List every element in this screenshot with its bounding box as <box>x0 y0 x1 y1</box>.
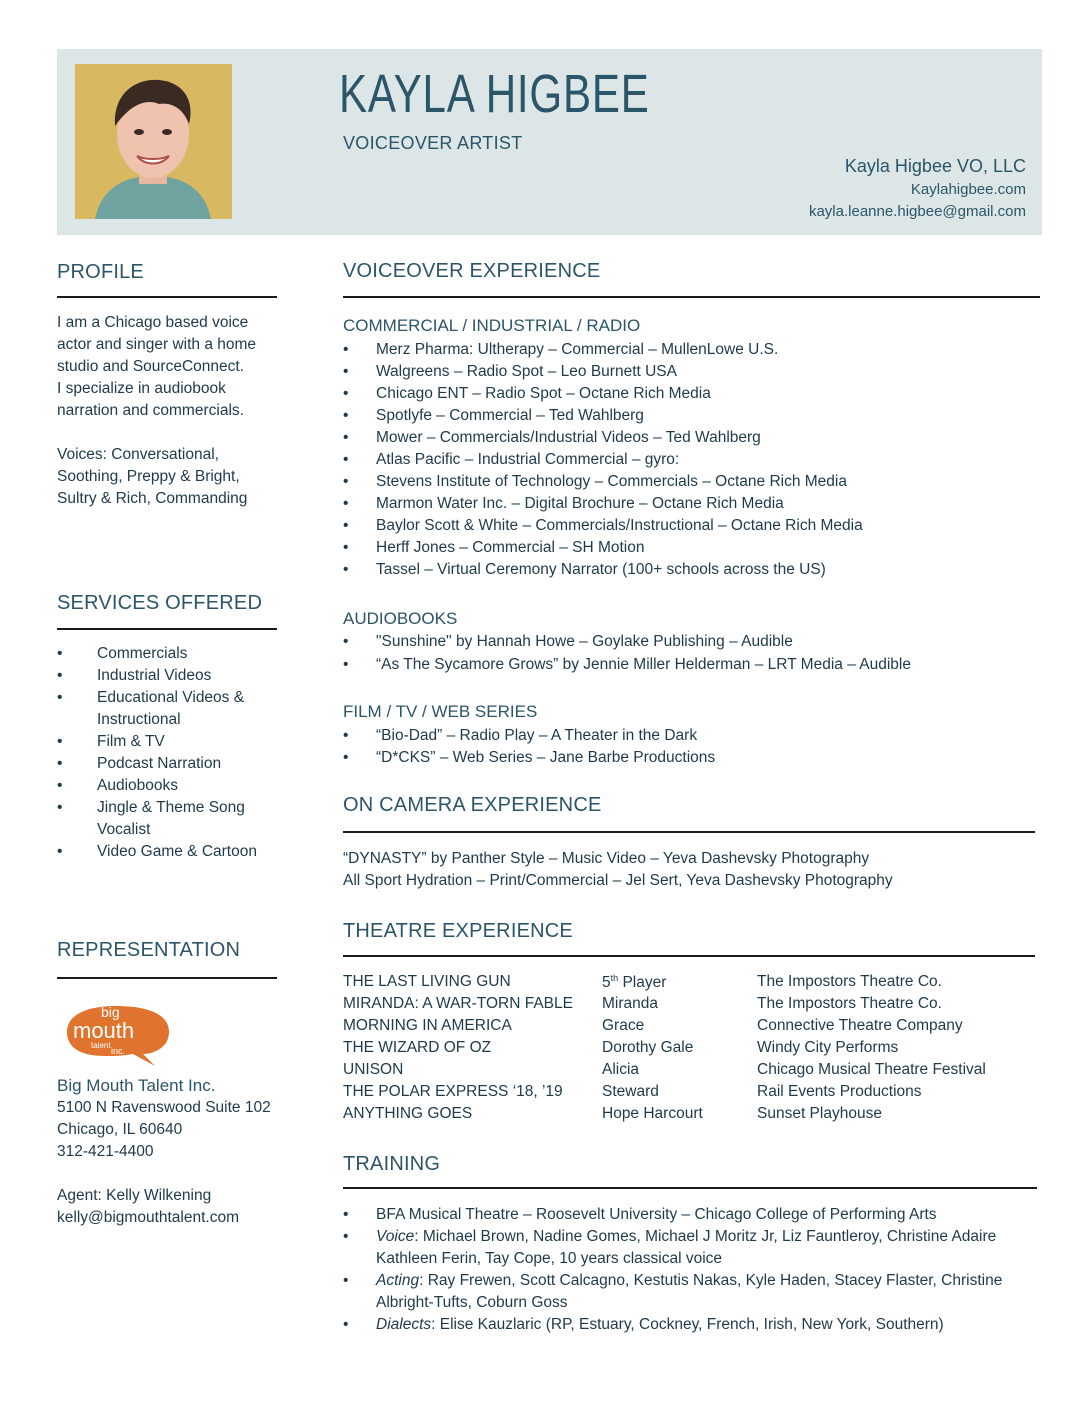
role-cell: Alicia <box>602 1061 640 1078</box>
list-item: • Stevens Institute of Technology – Commercials – Octane Rich Media <box>343 471 1033 493</box>
show-cell: MORNING IN AMERICA <box>343 1017 512 1034</box>
company-cell: Windy City Performs <box>757 1039 899 1056</box>
agency-address: 5100 N Ravenswood Suite 102 <box>57 1099 271 1116</box>
list-item: • Chicago ENT – Radio Spot – Octane Rich Media <box>343 383 1033 405</box>
list-item <box>343 1226 1043 1270</box>
audiobooks-subheading: AUDIOBOOKS <box>343 609 458 628</box>
agent-email[interactable]: kelly@bigmouthtalent.com <box>57 1209 240 1226</box>
role-number: 5 <box>602 974 611 992</box>
show-cell: MIRANDA: A WAR-TORN FABLE <box>343 995 573 1012</box>
list-item: • “As The Sycamore Grows” by Jennie Miller Helderman – LRT Media – Audible <box>343 654 1033 676</box>
list-item: • Video Game & Cartoon <box>57 841 287 863</box>
services-divider <box>57 628 277 630</box>
voiceover-divider <box>343 296 1040 298</box>
table-row <box>343 973 986 995</box>
profile-heading: PROFILE <box>57 261 144 283</box>
agency-name: Big Mouth Talent Inc. <box>57 1076 216 1095</box>
profile-line: actor and singer with a home <box>57 336 257 353</box>
voices-line: Voices: Conversational, <box>57 446 219 463</box>
representation-heading: REPRESENTATION <box>57 939 241 961</box>
table-row <box>343 1061 986 1083</box>
theatre-divider <box>343 955 1035 957</box>
company-cell: The Impostors Theatre Co. <box>757 995 942 1012</box>
on-camera-divider <box>343 831 1035 833</box>
role-cell: Steward <box>602 1083 659 1100</box>
list-item: • Film & TV <box>57 731 287 753</box>
profile-line: narration and commercials. <box>57 402 244 419</box>
film-list <box>343 725 1033 769</box>
table-row <box>343 995 986 1017</box>
logo-word: mouth <box>73 1018 135 1043</box>
list-item: All Sport Hydration – Print/Commercial – Jel Sert, Yeva Dashevsky Photography <box>343 872 893 889</box>
company-cell: Rail Events Productions <box>757 1083 922 1100</box>
list-item: • Merz Pharma: Ultherapy – Commercial – MullenLowe U.S. <box>343 339 1033 361</box>
training-list <box>343 1204 1043 1336</box>
table-row <box>343 1105 986 1127</box>
list-item: “DYNASTY” by Panther Style – Music Video – Yeva Dashevsky Photography <box>343 850 870 867</box>
table-row <box>343 1039 986 1061</box>
training-heading: TRAINING <box>343 1153 441 1175</box>
list-item: • “D*CKS” – Web Series – Jane Barbe Productions <box>343 747 1033 769</box>
list-item: • Podcast Narration <box>57 753 287 775</box>
commercial-list <box>343 339 1033 581</box>
table-row <box>343 1083 986 1105</box>
role-cell: Hope Harcourt <box>602 1105 703 1122</box>
portrait-image <box>75 64 232 219</box>
list-item: • Baylor Scott & White – Commercials/Instructional – Octane Rich Media <box>343 515 1033 537</box>
big-mouth-logo-image <box>57 996 177 1068</box>
theatre-table <box>343 973 986 1127</box>
website-link[interactable]: Kaylahigbee.com <box>910 181 1026 198</box>
profile-line: I specialize in audiobook <box>57 380 226 397</box>
show-cell: THE POLAR EXPRESS ‘18, ’19 <box>343 1083 563 1100</box>
services-heading: SERVICES OFFERED <box>57 592 263 614</box>
header-banner <box>57 49 1042 235</box>
list-item: • Herff Jones – Commercial – SH Motion <box>343 537 1033 559</box>
voices-line: Soothing, Preppy & Bright, <box>57 468 240 485</box>
page-title: KAYLA HIGBEE <box>339 64 650 124</box>
services-list <box>57 643 287 863</box>
role-cell: Dorothy Gale <box>602 1039 694 1056</box>
theatre-heading: THEATRE EXPERIENCE <box>343 920 573 942</box>
profile-text <box>57 312 256 510</box>
training-divider <box>343 1187 1037 1189</box>
on-camera-heading: ON CAMERA EXPERIENCE <box>343 794 602 816</box>
list-item: • Walgreens – Radio Spot – Leo Burnett USA <box>343 361 1033 383</box>
list-item: • Educational Videos & Instructional <box>57 687 272 731</box>
show-cell: UNISON <box>343 1061 404 1078</box>
training-text: : Ray Frewen, Scott Calcagno, Kestutis Nakas, Kyle Haden, Stacey Flaster, Christine Albright-Tufts, Coburn Goss <box>376 1272 1003 1311</box>
agency-city: Chicago, IL 60640 <box>57 1121 183 1138</box>
profile-line: studio and SourceConnect. <box>57 358 244 375</box>
audiobooks-list <box>343 631 1033 676</box>
representation-divider <box>57 977 277 979</box>
agency-logo <box>57 996 177 1068</box>
list-item <box>343 1270 1043 1314</box>
contact-block <box>809 153 1026 223</box>
logo-word: inc. <box>111 1046 126 1056</box>
logo-word: big <box>101 1004 120 1020</box>
role-suffix: th <box>610 973 619 983</box>
company-cell: Connective Theatre Company <box>757 1017 963 1034</box>
film-subheading: FILM / TV / WEB SERIES <box>343 702 538 721</box>
company-cell: The Impostors Theatre Co. <box>757 973 942 990</box>
company-cell: Sunset Playhouse <box>757 1105 882 1122</box>
role-cell: Miranda <box>602 995 658 1012</box>
profile-line: I am a Chicago based voice <box>57 314 249 331</box>
role-text: Player <box>618 974 667 992</box>
table-row <box>343 1017 986 1039</box>
list-item: • BFA Musical Theatre – Roosevelt University – Chicago College of Performing Arts <box>343 1204 1043 1226</box>
voices-line: Sultry & Rich, Commanding <box>57 490 248 507</box>
list-item: • "Sunshine" by Hannah Howe – Goylake Publishing – Audible <box>343 631 1033 653</box>
training-label: Voice <box>376 1228 415 1245</box>
list-item: • Tassel – Virtual Ceremony Narrator (100+ schools across the US) <box>343 559 1033 581</box>
agency-phone: 312-421-4400 <box>57 1143 154 1160</box>
role-cell <box>602 973 757 995</box>
show-cell: ANYTHING GOES <box>343 1105 473 1122</box>
job-title: VOICEOVER ARTIST <box>343 133 523 153</box>
training-label: Dialects <box>376 1316 432 1333</box>
voiceover-heading: VOICEOVER EXPERIENCE <box>343 260 601 282</box>
show-cell: THE WIZARD OF OZ <box>343 1039 492 1056</box>
commercial-subheading: COMMERCIAL / INDUSTRIAL / RADIO <box>343 316 641 335</box>
list-item: • Commercials <box>57 643 287 665</box>
show-cell: THE LAST LIVING GUN <box>343 973 511 990</box>
list-item <box>343 1314 1043 1336</box>
agent-name: Agent: Kelly Wilkening <box>57 1187 212 1204</box>
role-cell: Grace <box>602 1017 645 1034</box>
on-camera-list <box>343 848 1033 892</box>
agency-details <box>57 1075 271 1229</box>
training-text: : Michael Brown, Nadine Gomes, Michael J Moritz Jr, Liz Fauntleroy, Christine Adaire Kathleen Ferin, Tay Cope, 10 years classical voice <box>376 1228 997 1267</box>
training-label: Acting <box>376 1272 420 1289</box>
training-text: : Elise Kauzlaric (RP, Estuary, Cockney, French, Irish, New York, Southern) <box>431 1316 944 1333</box>
list-item: • Jingle & Theme Song Vocalist <box>57 797 272 841</box>
list-item: • Atlas Pacific – Industrial Commercial – gyro: <box>343 449 1033 471</box>
company-name: Kayla Higbee VO, LLC <box>844 156 1026 176</box>
list-item: • Marmon Water Inc. – Digital Brochure – Octane Rich Media <box>343 493 1033 515</box>
company-cell: Chicago Musical Theatre Festival <box>757 1061 986 1078</box>
profile-photo <box>75 64 232 219</box>
logo-word: talent <box>91 1041 111 1050</box>
list-item: • Audiobooks <box>57 775 287 797</box>
list-item: • Spotlyfe – Commercial – Ted Wahlberg <box>343 405 1033 427</box>
email-link[interactable]: kayla.leanne.higbee@gmail.com <box>808 203 1026 220</box>
list-item: • Mower – Commercials/Industrial Videos – Ted Wahlberg <box>343 427 1033 449</box>
list-item: • Industrial Videos <box>57 665 287 687</box>
list-item: • “Bio-Dad” – Radio Play – A Theater in the Dark <box>343 725 1033 747</box>
profile-divider <box>57 296 277 298</box>
